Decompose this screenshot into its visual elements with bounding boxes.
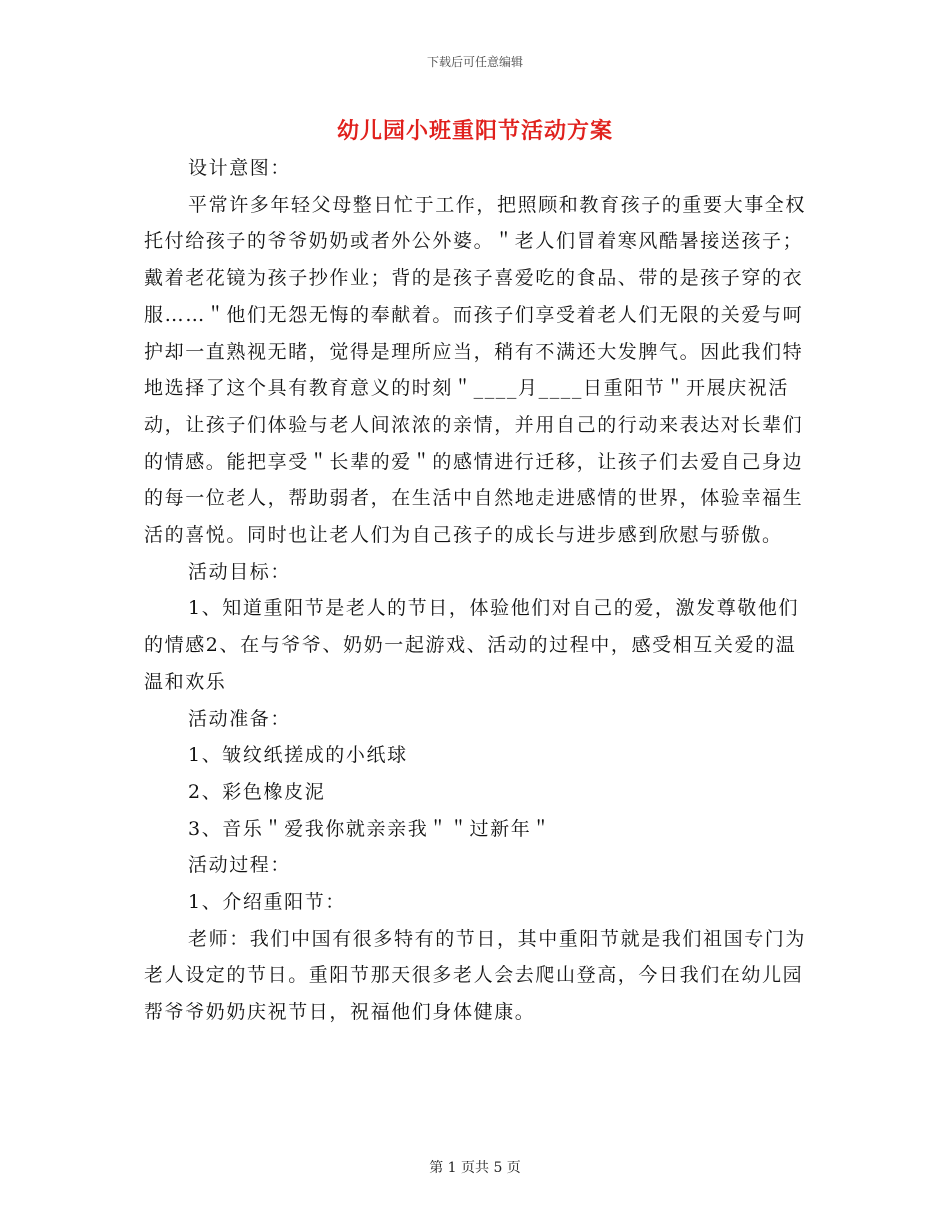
paragraph-goals: 1、知道重阳节是老人的节日，体验他们对自己的爱，激发尊敬他们的情感2、在与爷爷、奶奶一起游戏、活动的过程中，感受相互关爱的温温和欢乐 — [144, 597, 800, 693]
paragraph-preparation-item-3: 3、音乐＂爱我你就亲亲我＂＂过新年＂ — [188, 817, 552, 840]
paragraph-teacher-speech: 老师：我们中国有很多特有的节日，其中重阳节就是我们祖国专门为老人设定的节日。重阳节那天很多老人会去爬山登高，今日我们在幼儿园帮爷爷奶奶庆祝节日，祝福他们身体健康。 — [144, 927, 807, 1024]
paragraph-process-step-1: 1、介绍重阳节： — [188, 891, 346, 914]
page-number: 第 1 页共 5 页 — [429, 1160, 521, 1176]
paragraph-preparation-item-1: 1、皱纹纸搓成的小纸球 — [188, 744, 408, 767]
paragraph-goals-heading: 活动目标： — [188, 560, 292, 583]
paragraph-process-heading: 活动过程： — [188, 854, 292, 877]
document-title: 幼儿园小班重阳节活动方案 — [336, 118, 613, 144]
document-body — [144, 150, 809, 1031]
header-note: 下载后可任意编辑 — [426, 55, 523, 69]
paragraph-design-intent-heading: 设计意图： — [188, 157, 292, 179]
paragraph-design-intent: 平常许多年轻父母整日忙于工作，把照顾和教育孩子的重要大事全权托付给孩子的爷爷奶奶或者外公外婆。＂老人们冒着寒风酷暑接送孩子；戴着老花镜为孩子抄作业；背的是孩子喜爱吃的食品、带的是孩子穿的衣服……＂他们无怨无悔的奉献着。而孩子们享受着老人们无限的关爱与呵护却一直熟视无睹，觉得是理所应当，稍有不满还大发脾气。因此我们特地选择了这个具有教育意义的时刻＂____月____日重阳节＂开展庆祝活动，让孩子们体验与老人间浓浓的亲情，并用自己的行动来表达对长辈们的情感。能把享受＂长辈的爱＂的感情进行迁移，让孩子们去爱自己身边的每一位老人，帮助弱者，在生活中自然地走进感情的世界，体验幸福生活的喜悦。同时也让老人们为自己孩子的成长与进步感到欣慰与骄傲。 — [144, 193, 807, 547]
paragraph-preparation-item-2: 2、彩色橡皮泥 — [188, 780, 326, 803]
paragraph-preparation-heading: 活动准备： — [188, 707, 292, 730]
